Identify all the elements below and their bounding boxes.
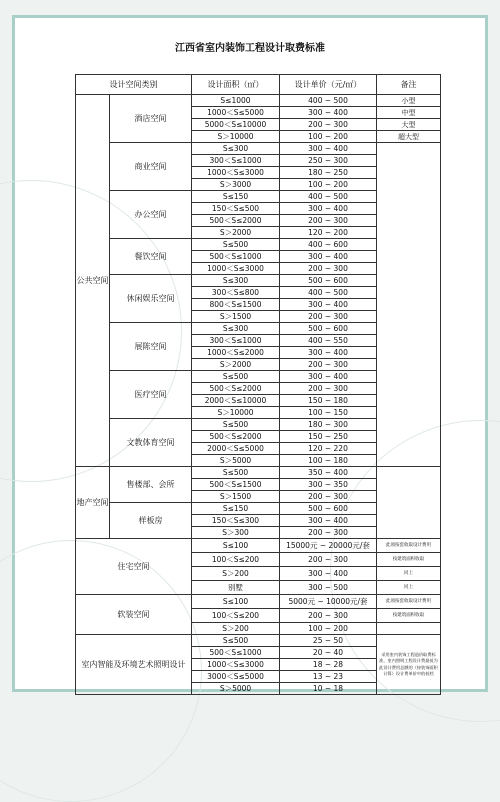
area-cell: 2000＜S≤5000 [192,443,280,455]
price-cell: 120 ~ 220 [280,443,377,455]
price-cell: 300 ~ 400 [280,567,377,581]
area-cell: 1000＜S≤3000 [192,167,280,179]
area-cell: S≤300 [192,143,280,155]
price-cell: 200 ~ 300 [280,311,377,323]
area-cell: 500＜S≤1500 [192,479,280,491]
area-cell: 100＜S≤200 [192,609,280,623]
area-cell: S＞10000 [192,407,280,419]
header-note: 备注 [377,75,441,95]
price-cell: 200 ~ 300 [280,527,377,539]
note-cell: 按建筑面积收取 [377,609,441,623]
note-cell: 采用室内装饰工程造价取费标准，室内照明工程设计费最低为此设计费用总额的（按装饰面积计算）设计费单价中的低档 [377,635,441,695]
area-cell: 500＜S≤1000 [192,251,280,263]
price-cell: 500 ~ 600 [280,323,377,335]
area-cell: 150＜S≤300 [192,515,280,527]
area-cell: S＞10000 [192,131,280,143]
area-cell: S≤300 [192,323,280,335]
price-cell: 200 ~ 300 [280,359,377,371]
price-cell: 200 ~ 300 [280,553,377,567]
price-cell: 100 ~ 200 [280,179,377,191]
area-cell: S≤500 [192,419,280,431]
group-smart-lighting: 室内智能及环境艺术照明设计 [76,635,192,695]
table-header-row [76,75,441,95]
area-cell: 500＜S≤2000 [192,383,280,395]
price-cell: 200 ~ 300 [280,383,377,395]
price-cell: 300 ~ 500 [280,581,377,595]
area-cell: 500＜S≤2000 [192,215,280,227]
area-cell: 1000＜S≤3000 [192,659,280,671]
table-row [76,595,441,609]
area-cell: 别墅 [192,581,280,595]
price-cell: 200 ~ 300 [280,491,377,503]
area-cell: 1000＜S≤5000 [192,107,280,119]
area-cell: 300＜S≤1000 [192,155,280,167]
price-cell: 300 ~ 400 [280,371,377,383]
price-cell: 120 ~ 200 [280,227,377,239]
note-cell: 按建筑面积收取 [377,553,441,567]
area-cell: 800＜S≤1500 [192,299,280,311]
area-cell: 2000＜S≤10000 [192,395,280,407]
table-row [76,635,441,647]
area-cell: 500＜S≤2000 [192,431,280,443]
area-cell: S≤500 [192,239,280,251]
subcategory-dining: 餐饮空间 [110,239,192,275]
price-cell: 100 ~ 180 [280,455,377,467]
price-cell: 300 ~ 400 [280,299,377,311]
price-cell: 400 ~ 600 [280,239,377,251]
area-cell: S＞300 [192,527,280,539]
price-cell: 500 ~ 600 [280,503,377,515]
note-cell: 小型 [377,95,441,107]
group-soft: 软装空间 [76,595,192,635]
price-cell: 180 ~ 250 [280,167,377,179]
price-cell: 200 ~ 300 [280,119,377,131]
price-cell: 100 ~ 200 [280,131,377,143]
note-cell [377,143,441,467]
price-cell: 400 ~ 550 [280,335,377,347]
area-cell: S＞3000 [192,179,280,191]
price-cell: 400 ~ 500 [280,191,377,203]
area-cell: S≤500 [192,635,280,647]
price-cell: 100 ~ 150 [280,407,377,419]
price-cell: 200 ~ 300 [280,263,377,275]
price-cell: 100 ~ 200 [280,623,377,635]
group-residential: 住宅空间 [76,539,192,595]
area-cell: S＞200 [192,623,280,635]
price-cell: 15000元 ~ 20000元/套 [280,539,377,553]
price-cell: 150 ~ 180 [280,395,377,407]
area-cell: S＞5000 [192,683,280,695]
price-cell: 200 ~ 300 [280,609,377,623]
subcategory-leisure: 休闲娱乐空间 [110,275,192,323]
area-cell: 1000＜S≤2000 [192,347,280,359]
note-cell: 同上 [377,567,441,581]
note-cell: 此项按套收取设计费用 [377,595,441,609]
fee-table [75,74,441,695]
table-row [76,467,441,479]
note-cell: 此项按套收取设计费用 [377,539,441,553]
area-cell: 300＜S≤800 [192,287,280,299]
price-cell: 150 ~ 250 [280,431,377,443]
price-cell: 18 ~ 28 [280,659,377,671]
price-cell: 180 ~ 300 [280,419,377,431]
area-cell: 150＜S≤500 [192,203,280,215]
subcategory-hotel: 酒店空间 [110,95,192,143]
area-cell: 3000＜S≤5000 [192,671,280,683]
price-cell: 300 ~ 400 [280,107,377,119]
area-cell: S≤300 [192,275,280,287]
subcategory-sales-center: 售楼部、会所 [110,467,192,503]
note-cell: 同上 [377,581,441,595]
area-cell: 1000＜S≤3000 [192,263,280,275]
price-cell: 25 ~ 50 [280,635,377,647]
page-title: 江西省室内装饰工程设计取费标准 [175,43,325,54]
header-area: 设计面积（㎡） [192,75,280,95]
area-cell: S＞1500 [192,311,280,323]
area-cell: S＞1500 [192,491,280,503]
price-cell: 400 ~ 500 [280,95,377,107]
table-row [76,539,441,553]
price-cell: 300 ~ 400 [280,515,377,527]
price-cell: 500 ~ 600 [280,275,377,287]
price-cell: 300 ~ 350 [280,479,377,491]
subcategory-education-sports: 文教体育空间 [110,419,192,467]
price-cell: 300 ~ 400 [280,347,377,359]
area-cell: S＞2000 [192,359,280,371]
price-cell: 300 ~ 400 [280,203,377,215]
subcategory-exhibition: 展陈空间 [110,323,192,371]
price-cell: 13 ~ 23 [280,671,377,683]
price-cell: 250 ~ 300 [280,155,377,167]
table-row [76,143,441,155]
area-cell: 5000＜S≤10000 [192,119,280,131]
area-cell: S≤500 [192,371,280,383]
area-cell: 100＜S≤200 [192,553,280,567]
note-cell: 大型 [377,119,441,131]
area-cell: S＞5000 [192,455,280,467]
price-cell: 10 ~ 18 [280,683,377,695]
subcategory-showroom: 样板房 [110,503,192,539]
subcategory-medical: 医疗空间 [110,371,192,419]
note-cell: 超大型 [377,131,441,143]
header-category: 设计空间类别 [76,75,192,95]
price-cell: 300 ~ 400 [280,251,377,263]
area-cell: S≤100 [192,539,280,553]
area-cell: S≤100 [192,595,280,609]
area-cell: S≤150 [192,191,280,203]
group-public: 公共空间 [76,95,110,467]
area-cell: S＞200 [192,567,280,581]
price-cell: 200 ~ 300 [280,215,377,227]
area-cell: S≤150 [192,503,280,515]
price-cell: 350 ~ 400 [280,467,377,479]
area-cell: 500＜S≤1000 [192,647,280,659]
price-cell: 5000元 ~ 10000元/套 [280,595,377,609]
subcategory-office: 办公空间 [110,191,192,239]
note-cell [377,623,441,635]
group-realestate: 地产空间 [76,467,110,539]
subcategory-commercial: 商业空间 [110,143,192,191]
area-cell: S≤1000 [192,95,280,107]
area-cell: 300＜S≤1000 [192,335,280,347]
price-cell: 20 ~ 40 [280,647,377,659]
area-cell: S＞2000 [192,227,280,239]
area-cell: S≤500 [192,467,280,479]
table-row [76,95,441,107]
price-cell: 400 ~ 500 [280,287,377,299]
note-cell: 中型 [377,107,441,119]
price-cell: 300 ~ 400 [280,143,377,155]
note-cell [377,467,441,539]
header-price: 设计单价（元/㎡） [280,75,377,95]
